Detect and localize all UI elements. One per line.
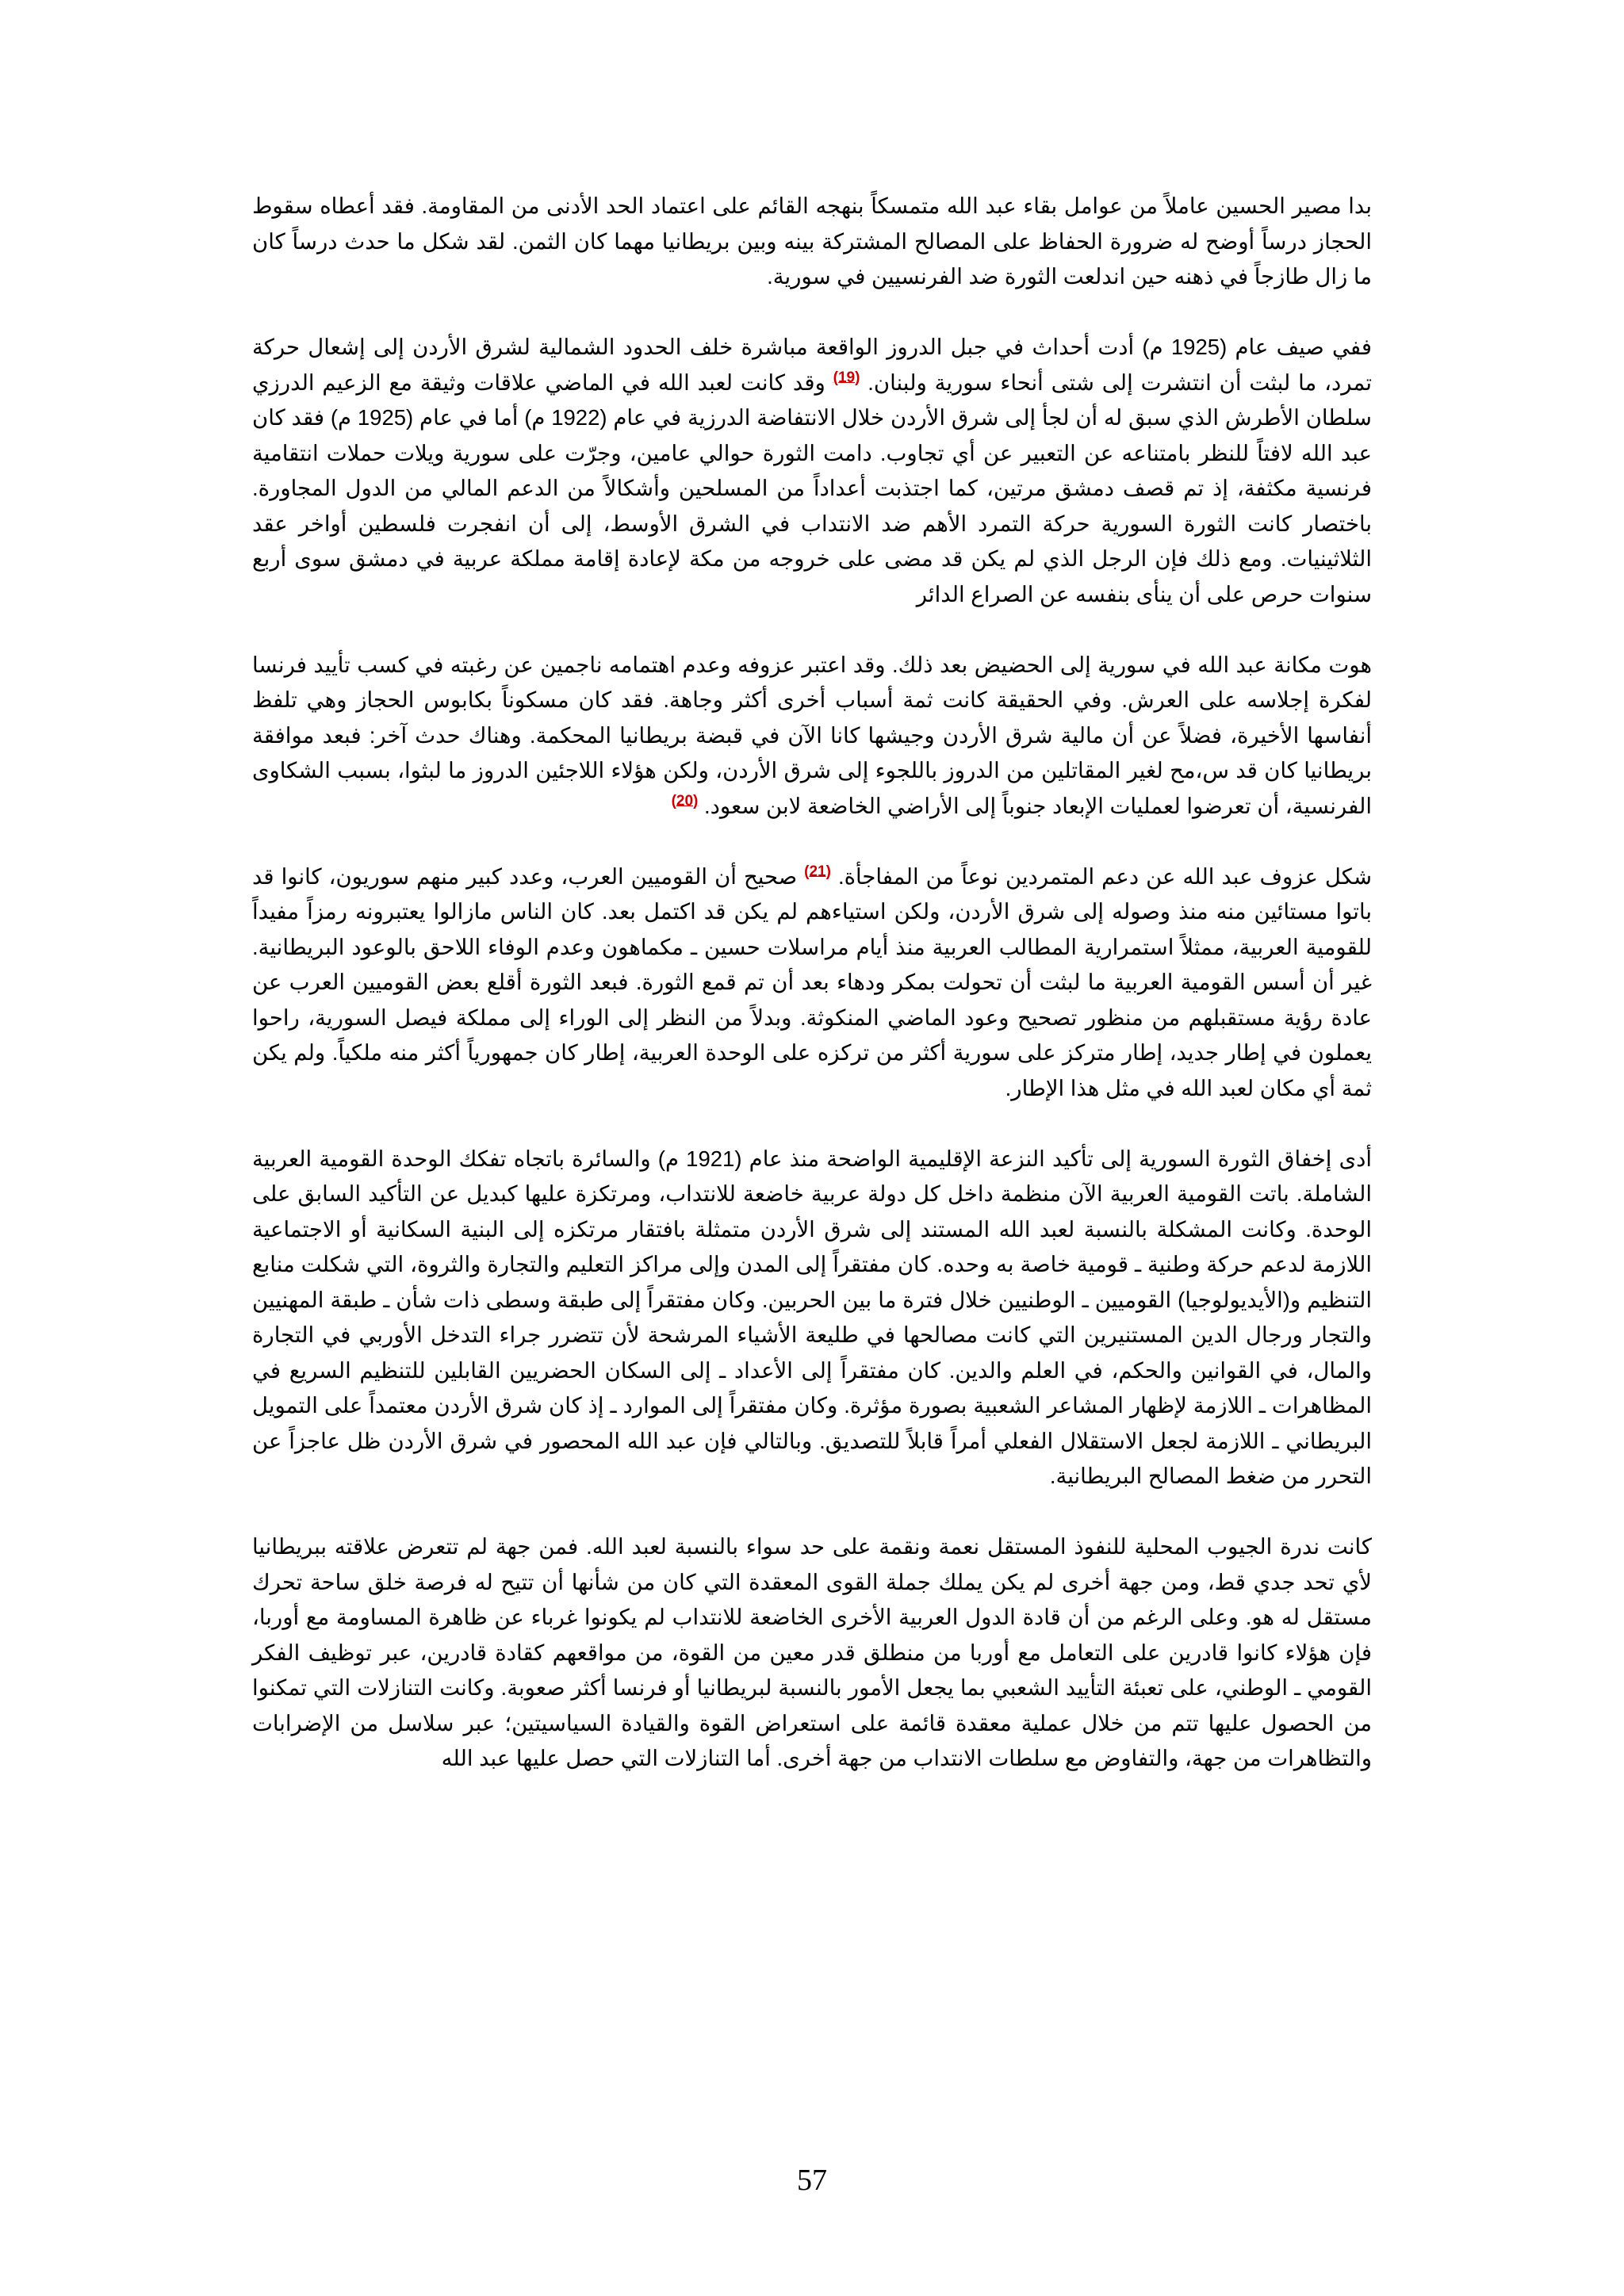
paragraph-4-text-a: شكل عزوف عبد الله عن دعم المتمردين نوعاً من المفاجأة. [830,863,1372,889]
paragraph-2 [252,330,1372,612]
paragraph-4-text-b: صحيح أن القوميين العرب، وعدد كبير منهم سوريون، كانوا قد باتوا مستائين منه منذ وصوله إلى شرق الأردن، ولكن استياءهم لم يكن قد اكتمل بعد. كان الناس مازالوا يعتبرونه رمزاً مفيداً للقومية العربية، ممثلاً استمرارية المطالب العربية منذ أيام مراسلات حسين ـ مكماهون وعدم الوفاء اللاحق بالوعود البريطانية. غير أن أسس القومية العربية ما لبثت أن تحولت بمكر ودهاء بعد أن تم قمع الثورة. فبعد الثورة أقلع بعض القوميين العرب عن عادة رؤية مستقبلهم من منظور تصحيح وعود الماضي المنكوثة. وبدلاً من النظر إلى الوراء إلى مملكة فيصل السورية، راحوا يعملون في إطار جديد، إطار متركز على سورية أكثر من تركزه على الوحدة العربية، إطار كان جمهورياً أكثر منه ملكياً. ولم يكن ثمة أي مكان لعبد الله في مثل هذا الإطار. [252,863,1372,1100]
paragraph-6: كانت ندرة الجيوب المحلية للنفوذ المستقل نعمة ونقمة على حد سواء بالنسبة لعبد الله. فمن جهة لم تتعرض علاقته ببريطانيا لأي تحد جدي قط، ومن جهة أخرى لم يكن يملك جملة القوى المعقدة التي كان من شأنها أن تتيح له فرصة خلق ساحة تحرك مستقل له هو. وعلى الرغم من أن قادة الدول العربية الأخرى الخاضعة للانتداب لم يكونوا غرباء عن ظاهرة المساومة مع أوربا، فإن هؤلاء كانوا قادرين على التعامل مع أوربا من منطلق قدر معين من القوة، من مواقعهم كقادة قادرين، عبر توظيف الفكر القومي ـ الوطني، على تعبئة التأييد الشعبي بما يجعل الأمور بالنسبة لبريطانيا أو فرنسا أكثر صعوبة. وكانت التنازلات التي تمكنوا من الحصول عليها تتم من خلال عملية معقدة قائمة على استعراض القوة والقيادة السياسيتين؛ عبر سلاسل من الإضرابات والتظاهرات من جهة، والتفاوض مع سلطات الانتداب من جهة أخرى. أما التنازلات التي حصل عليها عبد الله [252,1534,1372,1770]
page-number: 57 [797,2164,827,2197]
paragraph-5: أدى إخفاق الثورة السورية إلى تأكيد النزعة الإقليمية الواضحة منذ عام (1921 م) والسائرة باتجاه تفكك الوحدة القومية العربية الشاملة. باتت القومية العربية الآن منظمة داخل كل دولة عربية خاضعة للانتداب، ومرتكزة عليها كبديل عن التأكيد السابق على الوحدة. وكانت المشكلة بالنسبة لعبد الله المستند إلى شرق الأردن متمثلة بافتقار مرتكزه إلى البنية السكانية أو الاجتماعية اللازمة لدعم حركة وطنية ـ قومية خاصة به وحده. كان مفتقراً إلى المدن وإلى مراكز التعليم والتجارة والثروة، التي شكلت منابع التنظيم و(الأيديولوجيا) القوميين ـ الوطنيين خلال فترة ما بين الحربين. وكان مفتقراً إلى طبقة وسطى ذات شأن ـ طبقة المهنيين والتجار ورجال الدين المستنيرين التي كانت مصالحها في طليعة الأشياء المرشحة لأن تتضرر جراء التدخل الأوربي في التجارة والمال، في القوانين والحكم، في العلم والدين. كان مفتقراً إلى الأعداد ـ إلى السكان الحضريين القابلين للتنظيم السريع في المظاهرات ـ اللازمة لإظهار المشاعر الشعبية بصورة مؤثرة. وكان مفتقراً إلى الموارد ـ إذ كان شرق الأردن معتمداً على التمويل البريطاني ـ اللازمة لجعل الاستقلال الفعلي أمراً قابلاً للتصديق. وبالتالي فإن عبد الله المحصور في شرق الأردن ظل عاجزاً عن التحرر من ضغط المصالح البريطانية. [252,1146,1372,1488]
footnote-ref-20[interactable]: (20) [671,792,699,809]
paragraph-1: بدا مصير الحسين عاملاً من عوامل بقاء عبد الله متمسكاً بنهجه القائم على اعتماد الحد الأدنى من المقاومة. فقد أعطاه سقوط الحجاز درساً أوضح له ضرورة الحفاظ على المصالح المشتركة بينه وبين بريطانيا مهما كان الثمن. لقد شكل ما حدث درساً كان ما زال طازجاً في ذهنه حين اندلعت الثورة ضد الفرنسيين في سورية. [252,193,1372,289]
paragraph-3-text-a: هوت مكانة عبد الله في سورية إلى الحضيض بعد ذلك. وقد اعتبر عزوفه وعدم اهتمامه ناجمين عن رغبته في كسب تأييد فرنسا لفكرة إجلاسه على العرش. وفي الحقيقة كانت ثمة أسباب أخرى أكثر وجاهة. فقد كان مسكوناً بكابوس الحجاز وهي تلفظ أنفاسها الأخيرة، فضلاً عن أن مالية شرق الأردن وجيشها كانا الآن في قبضة بريطانيا المحكمة. وهناك حدث آخر: فبعد موافقة بريطانيا كان قد س،مح لغير المقاتلين من الدروز باللجوء إلى شرق الأردن، ولكن هؤلاء اللاجئين الدروز ما لبثوا، بسبب الشكاوى الفرنسية، أن تعرضوا لعمليات الإبعاد جنوباً إلى الأراضي الخاضعة لابن سعود. [252,652,1372,818]
paragraph-4 [252,859,1372,1107]
body-text [252,189,1372,1777]
paragraph-3 [252,648,1372,825]
paragraph-2-text-a: ففي صيف عام (1925 م) أدت أحداث في جبل الدروز الواقعة مباشرة خلف الحدود الشمالية لشرق الأردن إلى إشعال حركة تمرد، ما لبثت أن انتشرت إلى شتى أنحاء سورية ولبنان. [252,335,1372,395]
paragraph-2-text-b: وقد كانت لعبد الله في الماضي علاقات وثيقة مع الزعيم الدرزي سلطان الأطرش الذي سبق له أن لجأ إلى شرق الأردن خلال الانتفاضة الدرزية في عام (1922 م) أما في عام (1925 م) فقد كان عبد الله لافتاً للنظر بامتناعه عن التعبير عن أي تجاوب. دامت الثورة حوالي عامين، وجرّت على سورية ويلات حملات انتقامية فرنسية مكثفة، إذ تم قصف دمشق مرتين، كما اجتذبت أعداداً من المسلحين وأشكالاً من الدعم المالي من الدول المجاورة. باختصار كانت الثورة السورية حركة التمرد الأهم ضد الانتداب في الشرق الأوسط، إلى أن انفجرت فلسطين أواخر عقد الثلاثينيات. ومع ذلك فإن الرجل الذي لم يكن قد مضى على خروجه من مكة لإعادة إقامة مملكة عربية في دمشق سوى أربع سنوات حرص على أن ينأى بنفسه عن الصراع الدائر [252,369,1373,607]
footnote-ref-19[interactable]: (19) [833,369,860,386]
footnote-ref-21[interactable]: (21) [804,863,831,880]
